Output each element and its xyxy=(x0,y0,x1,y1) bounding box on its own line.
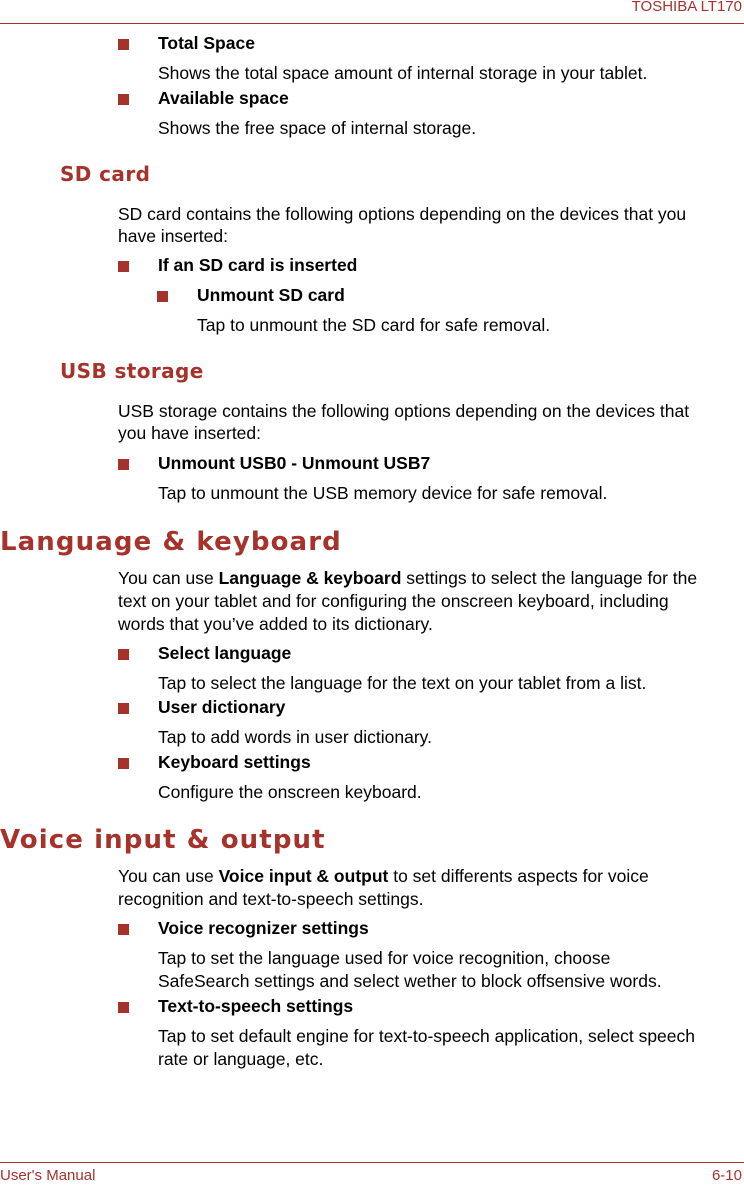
language-intro-pre: You can use xyxy=(118,568,219,588)
item-title-available-space: Available space xyxy=(158,88,289,108)
heading-sd-card: SD card xyxy=(60,162,151,186)
item-title-select-language: Select language xyxy=(158,643,292,663)
sd-card-intro-line2: have inserted: xyxy=(118,226,228,246)
usb-intro-line2: you have inserted: xyxy=(118,423,262,443)
language-intro-bold: Language & keyboard xyxy=(218,568,402,588)
item-title-keyboard-settings: Keyboard settings xyxy=(158,752,311,772)
heading-language-keyboard: Language & keyboard xyxy=(0,527,342,557)
item-title-voice-recognizer: Voice recognizer settings xyxy=(158,918,369,938)
item-title-unmount-sd: Unmount SD card xyxy=(197,285,345,305)
footer-manual-title: User's Manual xyxy=(0,1167,96,1184)
voice-intro-line2: recognition and text-to-speech settings. xyxy=(118,889,424,909)
bullet-icon xyxy=(118,758,129,769)
bullet-icon xyxy=(118,649,129,660)
bullet-icon xyxy=(118,261,129,272)
heading-usb-storage: USB storage xyxy=(60,359,204,383)
language-intro-line2: text on your tablet and for configuring the onscreen keyboard, including xyxy=(118,591,669,611)
bullet-icon xyxy=(118,39,129,50)
header-product-name: TOSHIBA LT170 xyxy=(631,0,742,15)
footer-rule xyxy=(0,1162,744,1163)
bullet-icon xyxy=(118,459,129,470)
item-desc-unmount-sd: Tap to unmount the SD card for safe removal. xyxy=(197,315,551,335)
voice-intro-post: to set differents aspects for voice xyxy=(388,866,649,886)
item-desc-voice-recognizer-line1: Tap to set the language used for voice recognition, choose xyxy=(158,948,611,968)
item-title-user-dictionary: User dictionary xyxy=(158,697,286,717)
bullet-icon xyxy=(157,291,168,302)
usb-intro-line1: USB storage contains the following options depending on the devices that xyxy=(118,401,690,421)
voice-intro-bold: Voice input & output xyxy=(218,866,389,886)
language-intro-line3: words that you’ve added to its dictionary. xyxy=(118,614,433,634)
item-desc-text-to-speech-line1: Tap to set default engine for text-to-speech application, select speech xyxy=(158,1026,695,1046)
item-desc-total-space: Shows the total space amount of internal storage in your tablet. xyxy=(158,63,648,83)
item-desc-text-to-speech-line2: rate or language, etc. xyxy=(158,1049,324,1069)
item-desc-select-language: Tap to select the language for the text on your tablet from a list. xyxy=(158,673,647,693)
bullet-icon xyxy=(118,924,129,935)
item-title-text-to-speech: Text-to-speech settings xyxy=(158,996,354,1016)
bullet-icon xyxy=(118,703,129,714)
bullet-icon xyxy=(118,94,129,105)
item-desc-voice-recognizer-line2: SafeSearch settings and select wether to block offsensive words. xyxy=(158,971,662,991)
item-title-unmount-usb: Unmount USB0 - Unmount USB7 xyxy=(158,453,431,473)
voice-intro-line1 xyxy=(118,865,649,887)
voice-intro-pre: You can use xyxy=(118,866,219,886)
heading-voice-input-output: Voice input & output xyxy=(0,825,326,855)
sd-card-intro-line1: SD card contains the following options depending on the devices that you xyxy=(118,204,687,224)
item-desc-unmount-usb: Tap to unmount the USB memory device for safe removal. xyxy=(158,483,608,503)
item-title-sd-inserted: If an SD card is inserted xyxy=(158,255,358,275)
item-desc-keyboard-settings: Configure the onscreen keyboard. xyxy=(158,782,422,802)
header-rule xyxy=(0,23,744,24)
language-intro-line1 xyxy=(118,567,697,589)
item-desc-user-dictionary: Tap to add words in user dictionary. xyxy=(158,727,432,747)
footer-page-number: 6-10 xyxy=(711,1167,742,1184)
bullet-icon xyxy=(118,1002,129,1013)
language-intro-post: settings to select the language for the xyxy=(401,568,698,588)
item-title-total-space: Total Space xyxy=(158,33,255,53)
item-desc-available-space: Shows the free space of internal storage. xyxy=(158,118,477,138)
